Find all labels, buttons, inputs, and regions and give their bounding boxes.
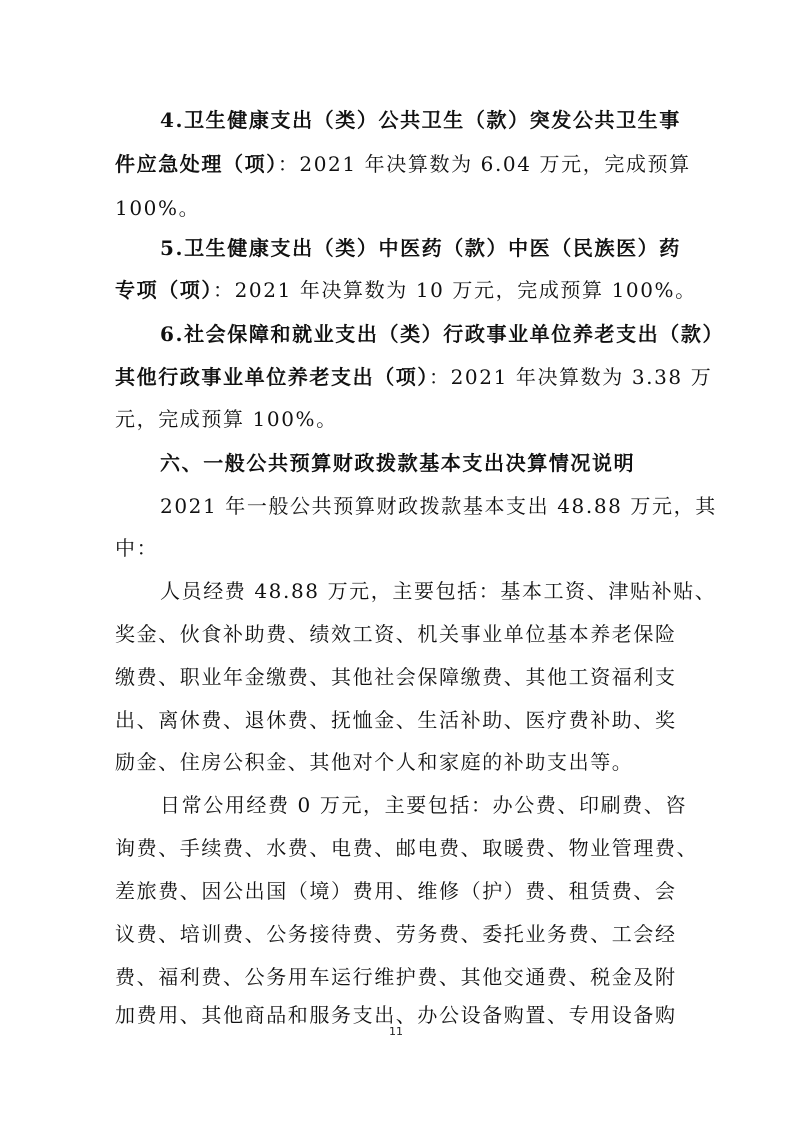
personnel-line-1: 人员经费 48.88 万元，主要包括：基本工资、津贴补贴、 (160, 579, 717, 603)
personnel-line-4: 出、离休费、退休费、抚恤金、生活补助、医疗费补助、奖 (115, 708, 677, 732)
item-6-heading-tail: 其他行政事业单位养老支出（项） (115, 365, 429, 389)
item-5-line-2 (115, 268, 697, 312)
item-5-value-text: ：2021 年决算数为 10 万元，完成预算 100%。 (213, 278, 697, 302)
public-line-5: 费、福利费、公务用车运行维护费、其他交通费、税金及附 (115, 965, 677, 989)
personnel-line-2: 奖金、伙食补助费、绩效工资、机关事业单位基本养老保险 (115, 622, 677, 646)
item-5-heading-tail: 专项（项） (115, 278, 213, 302)
public-line-4: 议费、培训费、公务接待费、劳务费、委托业务费、工会经 (115, 922, 677, 946)
item-6-line-2 (115, 355, 713, 399)
personnel-line-5: 励金、住房公积金、其他对个人和家庭的补助支出等。 (115, 750, 634, 774)
public-line-1: 日常公用经费 0 万元，主要包括：办公费、印刷费、咨 (160, 793, 688, 817)
personnel-line-3: 缴费、职业年金缴费、其他社会保障缴费、其他工资福利支 (115, 665, 677, 689)
public-line-2: 询费、手续费、水费、电费、邮电费、取暖费、物业管理费、 (115, 836, 699, 860)
section-intro-line-1: 2021 年一般公共预算财政拨款基本支出 48.88 万元，其 (160, 494, 717, 518)
item-6-line-1: 6.社会保障和就业支出（类）行政事业单位养老支出（款） (160, 322, 725, 346)
item-5-line-1: 5.卫生健康支出（类）中医药（款）中医（民族医）药 (160, 236, 681, 260)
item-6-value-text: ：2021 年决算数为 3.38 万 (429, 365, 713, 389)
item-6-line-3: 元，完成预算 100%。 (115, 407, 338, 431)
item-4-heading-tail: 件应急处理（项） (115, 152, 278, 176)
section-intro-line-2: 中： (115, 536, 159, 560)
public-line-3: 差旅费、因公出国（境）费用、维修（护）费、租赁费、会 (115, 879, 677, 903)
item-4-line-2 (115, 142, 691, 186)
item-4-value-text: ：2021 年决算数为 6.04 万元，完成预算 (277, 152, 691, 176)
item-4-line-1: 4.卫生健康支出（类）公共卫生（款）突发公共卫生事 (160, 108, 681, 132)
public-line-6: 加费用、其他商品和服务支出、办公设备购置、专用设备购 (115, 1003, 677, 1027)
item-4-line-3: 100%。 (115, 196, 201, 220)
section-title: 六、一般公共预算财政拨款基本支出决算情况说明 (160, 451, 636, 475)
page-number: 11 (389, 1025, 403, 1038)
